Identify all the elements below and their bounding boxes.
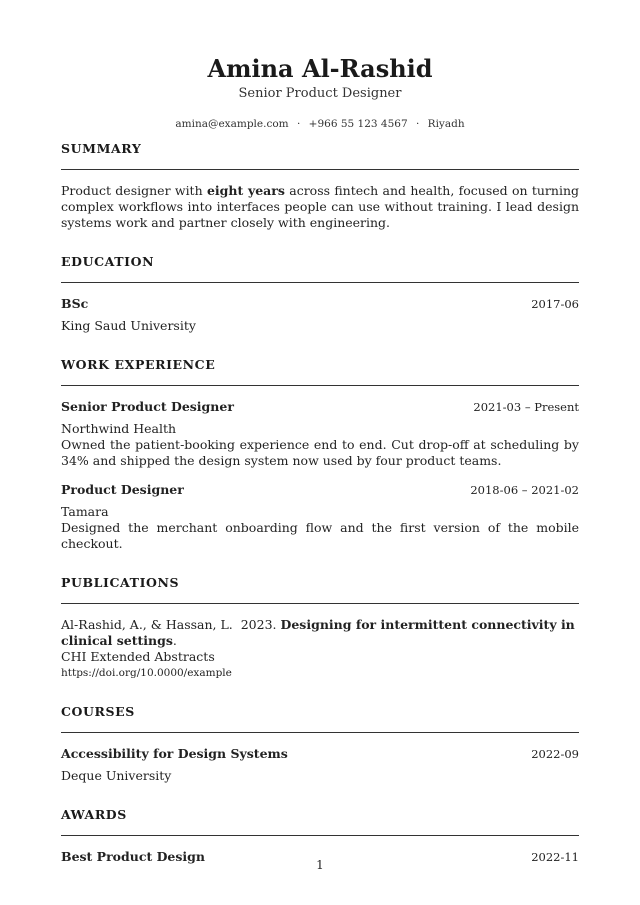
publication-title: Designing for intermittent connectivity in clinical settings bbox=[61, 617, 575, 648]
awards-section bbox=[61, 806, 579, 865]
entry-date: 2017-06 bbox=[531, 297, 579, 311]
publication-link[interactable]: https://doi.org/10.0000/example bbox=[61, 667, 232, 679]
contact-line bbox=[0, 117, 640, 131]
job-description: Owned the patient-booking experience end to end. Cut drop-off at scheduling by 34% and shipped the design system now used by four product teams. bbox=[61, 437, 579, 468]
email-link[interactable]: amina@example.com bbox=[175, 118, 289, 130]
section-divider bbox=[61, 169, 579, 170]
section-heading: AWARDS bbox=[61, 807, 127, 822]
publication-authors: Al-Rashid, A., & Hassan, L. bbox=[61, 617, 233, 632]
entry-date: 2021-03 – Present bbox=[473, 400, 579, 414]
publication-entry bbox=[61, 617, 579, 681]
job-description: Designed the merchant onboarding flow and the first version of the mobile checkout. bbox=[61, 520, 579, 551]
summary-text-part: Product designer with bbox=[61, 183, 207, 198]
resume-header bbox=[0, 54, 640, 131]
resume-content bbox=[61, 140, 579, 887]
degree: BSc bbox=[61, 296, 89, 311]
entry-date: 2022-11 bbox=[531, 850, 579, 864]
publications-section bbox=[61, 574, 579, 681]
entry-date: 2018-06 – 2021-02 bbox=[470, 483, 579, 497]
section-heading: EDUCATION bbox=[61, 254, 155, 269]
section-heading: SUMMARY bbox=[61, 141, 142, 156]
education-entry bbox=[61, 296, 579, 334]
section-divider bbox=[61, 732, 579, 733]
course-provider: Deque University bbox=[61, 768, 172, 783]
work-entry bbox=[61, 399, 579, 469]
section-heading: WORK EXPERIENCE bbox=[61, 357, 216, 372]
section-divider bbox=[61, 603, 579, 604]
award-name: Best Product Design bbox=[61, 849, 205, 864]
phone-number: +966 55 123 4567 bbox=[308, 118, 408, 130]
section-heading: PUBLICATIONS bbox=[61, 575, 180, 590]
education-section bbox=[61, 253, 579, 334]
work-entry bbox=[61, 482, 579, 552]
candidate-name: Amina Al-Rashid bbox=[207, 54, 433, 83]
company: Northwind Health bbox=[61, 421, 177, 436]
publication-venue: CHI Extended Abstracts bbox=[61, 649, 215, 664]
institution: King Saud University bbox=[61, 318, 196, 333]
candidate-title: Senior Product Designer bbox=[238, 86, 402, 101]
publication-year: 2023. bbox=[240, 617, 277, 632]
section-divider bbox=[61, 835, 579, 836]
contact-separator: · bbox=[296, 118, 301, 130]
course-name: Accessibility for Design Systems bbox=[61, 746, 288, 761]
summary-highlight: eight years bbox=[206, 183, 285, 198]
entry-date: 2022-09 bbox=[531, 747, 579, 761]
courses-section bbox=[61, 703, 579, 784]
section-heading: COURSES bbox=[61, 704, 135, 719]
contact-separator: · bbox=[415, 118, 420, 130]
summary-text bbox=[61, 183, 579, 231]
page-number: 1 bbox=[316, 858, 324, 872]
job-title: Product Designer bbox=[61, 482, 184, 497]
job-title: Senior Product Designer bbox=[61, 399, 234, 414]
section-divider bbox=[61, 385, 579, 386]
course-entry bbox=[61, 746, 579, 784]
summary-text-part: across fintech and health, focused on turning complex workflows into interfaces people can use without training. I lead design systems work and partner closely with engineering. bbox=[61, 183, 579, 230]
publication-citation: Al-Rashid, A., & Hassan, L. 2023. Designing for intermittent connectivity in clinical settings. bbox=[61, 617, 575, 648]
work-section bbox=[61, 356, 579, 552]
company: Tamara bbox=[61, 504, 109, 519]
location: Riyadh bbox=[427, 118, 465, 130]
summary-section bbox=[61, 140, 579, 231]
section-divider bbox=[61, 282, 579, 283]
